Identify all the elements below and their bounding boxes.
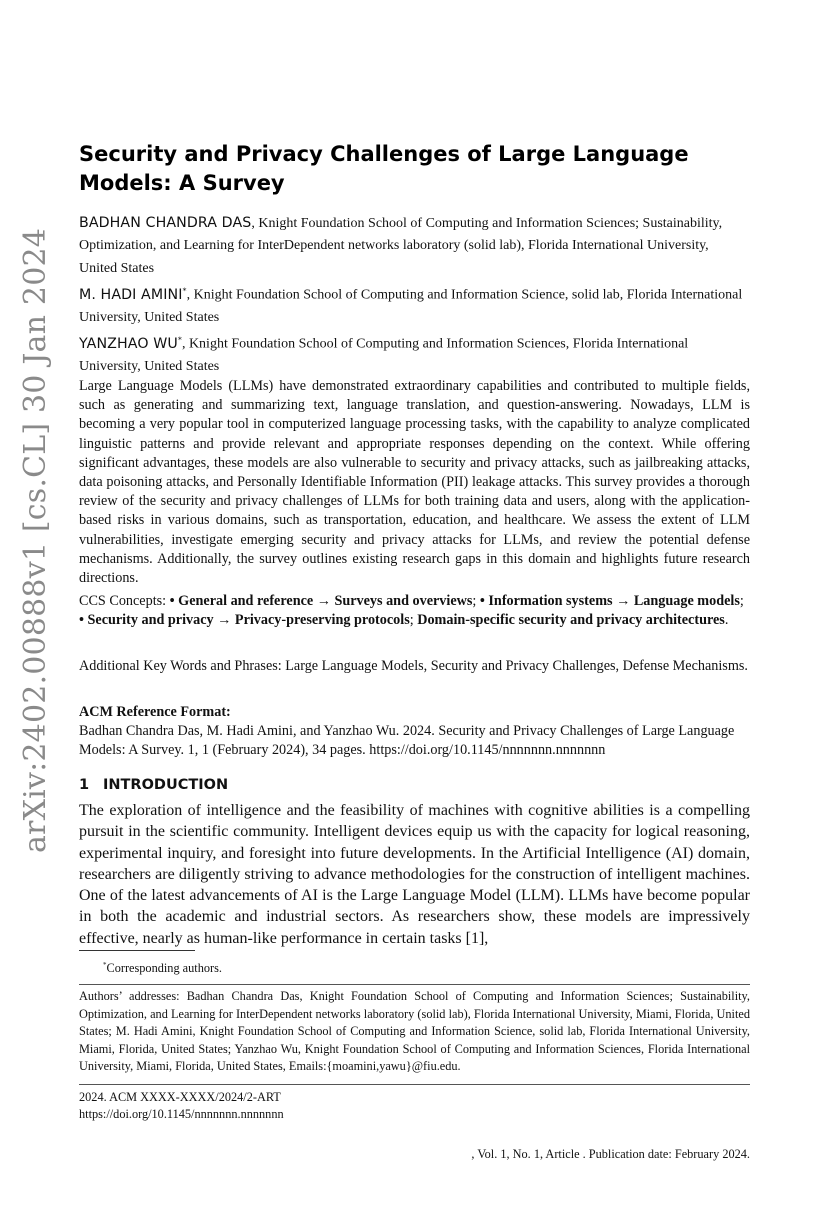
paper-title: Security and Privacy Challenges of Large Language Models: A Survey — [79, 142, 689, 195]
ccs-concept: • General and reference → Surveys and overviews — [169, 593, 473, 609]
author-entry: YANZHAO WU*, Knight Foundation School of Computing and Information Sciences, Florida International University, United States — [79, 335, 689, 375]
author-name: M. HADI AMINI* — [79, 285, 187, 303]
ccs-concept: • Information systems → Language models — [479, 593, 740, 609]
acm-reference-format — [79, 703, 750, 761]
author-affiliation: Knight Foundation School of Computing and Information Sciences; Sustainability, Optimization, and Learning for InterDependent networks laboratory (solid lab), Florida International University, United States — [79, 216, 723, 276]
publication-info-divider — [79, 1084, 750, 1085]
arxiv-identifier-text: arXiv:2402.00888v1 [cs.CL] 30 Jan 2024 — [18, 227, 54, 853]
corresponding-mark: * — [182, 285, 187, 295]
author-entry: BADHAN CHANDRA DAS, Knight Foundation School of Computing and Information Sciences; Sustainability, Optimization, and Learning for InterDependent networks laboratory (solid lab), Florida International University, United States — [79, 215, 723, 276]
introduction-paragraph: The exploration of intelligence and the feasibility of machines with cognitive abilities is a compelling pursuit in the scientific community. Intelligent devices equip us with the capacity for logical reasoning, experimental inquiry, and foresight into future developments. In the Artificial Intelligence (AI) domain, researchers are diligently striving to advance methodologies for the construction of intelligent machines. One of the latest advancements of AI is the Large Language Model (LLM). LLMs have become popular in both the academic and industrial sectors. As researchers show, these models are impressively effective, nearly as human-like performance in certain tasks [1], — [79, 802, 750, 947]
keywords: Additional Key Words and Phrases: Large Language Models, Security and Privacy Challenges, Defense Mechanisms. — [79, 658, 748, 674]
corresponding-mark: * — [177, 335, 182, 345]
running-footer: , Vol. 1, No. 1, Article . Publication date: February 2024. — [471, 1147, 750, 1161]
acm-reference-text: Badhan Chandra Das, M. Hadi Amini, and Yanzhao Wu. 2024. Security and Privacy Challenges of Large Language Models: A Survey. 1, 1 (February 2024), 34 pages. https://doi.org/10.1145/nnnnnnn.nnnnnnn — [79, 723, 735, 759]
acm-reference-label: ACM Reference Format: — [79, 704, 231, 720]
author-name: BADHAN CHANDRA DAS — [79, 215, 252, 231]
publication-doi: https://doi.org/10.1145/nnnnnnn.nnnnnnn — [79, 1106, 284, 1121]
section-title: INTRODUCTION — [103, 777, 229, 793]
footnote-text: Corresponding authors. — [106, 961, 222, 976]
footnote-mark: * — [103, 961, 107, 969]
authors-addresses: Authors’ addresses: Badhan Chandra Das, Knight Foundation School of Computing and Information Sciences; Sustainability, Optimization, and Learning for InterDependent networks laboratory (solid lab), Florida International University, Miami, Florida, United States; M. Hadi Amini, Knight Foundation School of Computing and Information Science, solid lab, Florida International University, Miami, Florida, United States; Yanzhao Wu, Knight Foundation School of Computing and Information Sciences, Florida International University, Miami, Florida, United States, Emails:{moamini,yawu}@fiu.edu. — [79, 989, 750, 1073]
publication-info — [79, 1089, 750, 1122]
ccs-concept: • Security and privacy → Privacy-preserving protocols — [79, 612, 410, 629]
section-heading-introduction — [79, 775, 750, 795]
ccs-label: CCS Concepts: — [79, 593, 170, 609]
ccs-concepts: CCS Concepts: • General and reference → Surveys and overviews; • Information systems → Language models; • Security and privacy → Privacy-preserving protocols; Domain-specific security and privacy architectures. — [79, 593, 744, 629]
ccs-concept: Domain-specific security and privacy architectures — [417, 612, 725, 629]
author-affiliation: Knight Foundation School of Computing and Information Sciences, Florida International University, United States — [79, 336, 689, 375]
author-entry: M. HADI AMINI*, Knight Foundation School of Computing and Information Science, solid lab, Florida International University, United States — [79, 285, 743, 325]
addresses-divider — [79, 984, 750, 985]
footnote — [79, 957, 774, 976]
author-name: YANZHAO WU* — [79, 335, 182, 352]
author-affiliation: Knight Foundation School of Computing and Information Science, solid lab, Florida International University, United States — [79, 287, 743, 325]
section-number: 1 — [79, 777, 90, 793]
arxiv-identifier-stamp — [6, 227, 66, 853]
abstract: Large Language Models (LLMs) have demonstrated extraordinary capabilities and contributed to multiple fields, such as generating and summarizing text, language translation, and question-answering. Nowadays, LLM is becoming a very popular tool in computerized language processing tasks, with the capability to analyze complicated linguistic patterns and provide relevant and appropriate responses depending on the context. While offering significant advantages, these models are also vulnerable to security and privacy attacks, such as jailbreaking attacks, data poisoning attacks, and Personally Identifiable Information (PII) leakage attacks. This survey provides a thorough review of the security and privacy challenges of LLMs for both training data and users, along with the application-based risks in various domains, such as transportation, education, and healthcare. We assess the extent of LLM vulnerabilities, investigate emerging security and privacy attacks for LLMs, and review the potential defense mechanisms. Additionally, the survey outlines existing research gaps in this domain and highlights future research directions. — [79, 378, 750, 587]
publication-info-line: 2024. ACM XXXX-XXXX/2024/2-ART — [79, 1090, 281, 1104]
author-list — [79, 212, 750, 379]
footnote-divider — [79, 950, 195, 951]
